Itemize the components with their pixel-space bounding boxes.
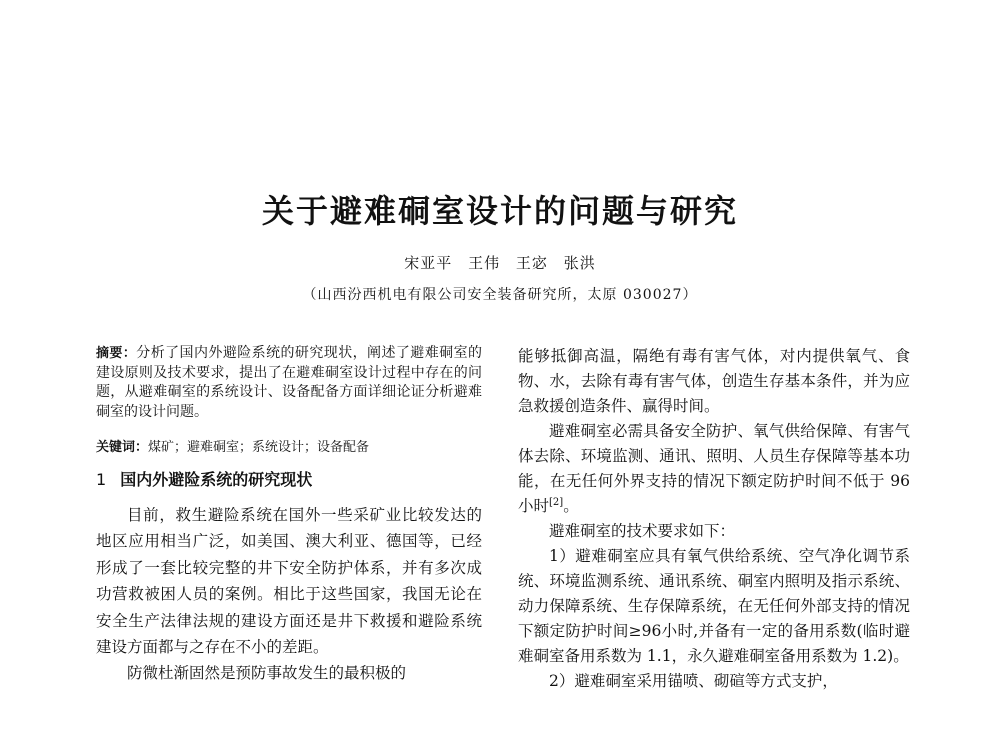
section-title: 国内外避险系统的研究现状 [120,470,313,489]
author-name: 王伟 [468,254,501,272]
list-item: 1）避难硐室应具有氧气供给系统、空气净化调节系统、环境监测系统、通讯系统、硐室内照明及指示系统、动力保障系统、生存保障系统，在无任何外部支持的情况下额定防护时间≥96小时,并备有一定的备用系数(临时避难硐室备用系数为 1.1，永久避难硐室备用系数为 1.2)。 [518,547,910,665]
body-paragraph: 能够抵御高温，隔绝有毒有害气体，对内提供氧气、食物、水，去除有毒有害气体，创造生存基本条件，并为应急救援创造条件、赢得时间。 [518,347,910,415]
keywords-text: 煤矿；避难硐室；系统设计；设备配备 [148,440,370,455]
keywords-label: 关键词： [96,440,149,455]
section-number: 1 [96,470,107,489]
abstract-label: 摘要： [96,346,137,361]
section-heading [96,467,482,490]
citation-ref: [2] [549,496,564,508]
left-column [96,344,482,748]
body-paragraph: 目前，救生避险系统在国外一些采矿业比较发达的地区应用相当广泛，如美国、澳大利亚、德国等，已经形成了一套比较完整的井下安全防护体系，并有多次成功营救被困人员的案例。相比于这些国家，我国无论在安全生产法律法规的建设方面还是井下救援和避险系统建设方面都与之存在不小的差距。 [96,506,482,657]
author-name: 宋亚平 [404,254,453,272]
abstract-text: 分析了国内外避险系统的研究现状，阐述了避难硐室的建设原则及技术要求，提出了在避难硐室设计过程中存在的问题，从避难硐室的系统设计、设备配备方面详细论证分析避难硐室的设计问题。 [96,345,482,420]
paragraph-end: 。 [563,497,579,515]
abstract [96,344,482,422]
body-paragraph [518,419,910,519]
body-paragraph: 避难硐室的技术要求如下： [549,522,736,540]
affiliation: （山西汾西机电有限公司安全装备研究所，太原 030027） [302,287,698,303]
paper-title: 关于避难硐室设计的问题与研究 [261,192,738,230]
author-name: 张洪 [563,254,596,272]
keywords [96,436,482,455]
list-item: 2）避难硐室采用锚喷、砌碹等方式支护， [549,672,838,690]
paragraph-text: 避难硐室必需具备安全防护、氧气供给保障、有害气体去除、环境监测、通讯、照明、人员生存保障等基本功能，在无任何外界支持的情况下额定防护时间不低于 96 小时 [518,422,910,515]
author-list [0,252,1000,273]
author-name: 王宓 [515,254,548,272]
body-paragraph: 防微杜渐固然是预防事故发生的最积极的 [127,664,407,683]
right-column [518,344,910,748]
